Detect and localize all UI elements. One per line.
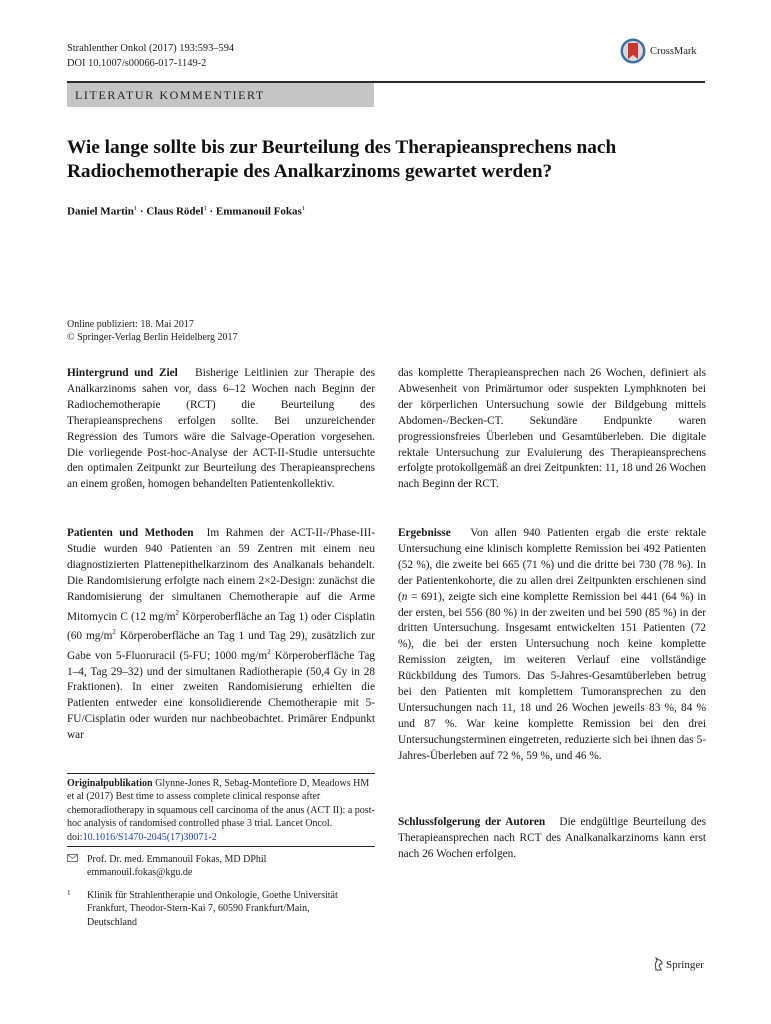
section-background [67,366,375,493]
footnote-rule [67,773,375,774]
publisher-logo [652,957,704,971]
superscript: 2 [267,647,271,656]
footnote-rule [67,846,375,847]
section-text: Körperoberfläche Tag 1–4, Tag 29–32) und der simultanen Radiotherapie (50,4 Gy in 28 Fraktionen). In einer zweiten Randomisierung erhielten die Patienten entweder eine konsolidierende Chemotherapie mit 5-FU/Cisplatin oder wurden nur nachbeobachtet. Primärer Endpunkt war [67,649,375,742]
crossmark-label: CrossMark [650,46,697,57]
affiliation-line: Frankfurt, Theodor-Stern-Kai 7, 60590 Frankfurt/Main, [87,903,310,915]
section-text: Im Rahmen der ACT-II-/Phase-III-Studie wurden 940 Patienten an 59 Zentren mit einem neu diagnostizierten Plattenepithelkarzinom des Analkanals behandelt. Die Randomisierung erfolgte nach einem 2×2-Design: zunächst die Randomisierung der simultanen Chemotherapie auf die Arme Mitomycin C (12 mg/m [67,527,375,623]
contact-name: Prof. Dr. med. Emmanouil Fokas, MD DPhil [87,854,267,865]
section-heading: Ergebnisse [398,527,451,539]
section-text: = 691), zeigte sich eine komplette Remission bei 441 (64 %) in der ersten, bei 556 (80 %) in der zweiten und bei 590 (85 %) in der dritten Untersuchung. Insgesamt entwickelten 151 Patienten (72 %), die bei der ersten Untersuchung noch keine komplette Remission zeigten, im weiteren Verlauf eine vollständige Rückbildung des Tumors. Das 5-Jahres-Gesamtüberleben betrug bei den Patienten mit komplettem Tumoransprechen zu den Untersuchungen nach 11, 18 und 26 Wochen jeweils 83 %, 84 % und 87 %. War keine komplette Remission bei den drei Untersuchungsterminen eingetreten, reduzierte sich bei ihnen das 5-Jahres-Überleben auf 72 %, 59 %, und 46 %. [398,590,706,762]
envelope-icon [67,854,78,862]
springer-horse-icon [652,957,664,971]
section-text: Von allen 940 Patienten ergab die erste rektale Untersuchung eine klinisch komplette Remission bei 492 Patienten (52 %), die zweite bei 665 (71 %) und die dritte bei 730 (78 %). In der Patientenkohorte, die zu allen drei Zeitpunkten erschienen sind ( [398,527,706,603]
author-separator: · [206,205,216,218]
published-date: Online publiziert: 18. Mai 2017 [67,319,194,330]
superscript: 2 [112,628,116,637]
author[interactable]: Daniel Martin [67,205,134,218]
section-text: Bisherige Leitlinien zur Therapie des Analkarzinoms sahen vor, dass 6–12 Wochen nach Beginn der Radiochemotherapie (RCT) die Beurteilung des Therapieansprechens erfolgen sollte. Bei unzureichender Regression des Tumors wäre die Salvage-Operation vorgesehen. Die vorliegende Post-hoc-Analyse der ACT-II-Studie untersuchte den optimalen Zeitpunkt zur Beurteilung des Therapieansprechens an einem großen, homogen behandelten Patientenkollektiv. [67,367,375,491]
original-label: Originalpublikation [67,778,153,789]
section-methods-continued [398,366,706,493]
section-text: Die endgültige Beurteilung des Therapieansprechen nach RCT des Analkanalkarzinoms kann erst nach 26 Wochen erfolgen. [398,816,706,860]
title-line-2: Radiochemotherapie des Analkarzinoms gewartet werden? [67,161,553,182]
copyright: © Springer-Verlag Berlin Heidelberg 2017 [67,332,238,343]
affiliation [67,889,375,929]
crossmark-icon [620,38,646,64]
affiliation-marker: 1 [301,205,306,212]
affiliation-number: 1 [67,889,71,897]
author[interactable]: Emmanouil Fokas [215,205,302,218]
affiliation-line: Deutschland [87,916,137,928]
original-citation: Glynne-Jones R, Sebag-Montefiore D, Meadows HM et al (2017) Best time to assess complete clinical response after chemoradiotherapy in squamous cell carcinoma of the anus (ACT II): a post-hoc analysis of randomised controlled phase 3 trial. Lancet Oncol. doi: [67,778,375,843]
section-text: das komplette Therapieansprechen nach 26 Wochen, definiert als Abwesenheit von Primärtumor oder suspekten Lymphknoten bei der körperlichen Untersuchung sowie der Bildgebung mittels Abdomen-/Becken-CT. Sekundäre Endpunkte waren progressionsfreies Überleben und Gesamtüberleben. Die digitale rektale Untersuchung zur Evaluierung des Therapieansprechens erfolgte protokollgemäß an drei Zeitpunkten: 11, 18 und 26 Wochen nach Beginn der RCT. [398,367,706,491]
doi-link[interactable]: 10.1016/S1470-2045(17)30071-2 [82,831,217,843]
publisher-name: Springer [666,959,704,971]
contact-info [67,853,375,880]
affiliation-line: Klinik für Strahlentherapie und Onkologie, Goethe Universität [87,890,338,901]
article-title [67,136,707,184]
section-methods [67,526,375,744]
publication-info [67,318,238,344]
section-heading: Schlussfolgerung der Autoren [398,816,546,828]
title-line-1: Wie lange sollte bis zur Beurteilung des Therapieansprechens nach [67,137,617,158]
journal-citation: Strahlenther Onkol (2017) 193:593–594 [67,43,235,54]
section-heading: Patienten und Methoden [67,527,194,539]
author-list [67,205,305,218]
author-separator: · [137,205,147,218]
original-publication [67,777,375,844]
affiliation-marker: 1 [203,205,207,212]
journal-doi: DOI 10.1007/s00066-017-1149-2 [67,58,207,69]
affiliation-marker: 1 [133,205,138,212]
journal-meta [67,41,234,71]
section-text: Körperoberfläche an Tag 1 und Tag 29), zusätzlich zur Gabe von 5-Fluoruracil (5-FU; 1000 mg/m [67,629,375,662]
section-text: Körperoberfläche an Tag 1) oder Cisplatin (60 mg/m [67,610,375,642]
section-banner: LITERATUR KOMMENTIERT [67,83,374,107]
author[interactable]: Claus Rödel [146,205,204,218]
section-heading: Hintergrund und Ziel [67,367,178,379]
italic-n: n [401,590,408,603]
section-conclusion [398,815,706,863]
contact-email[interactable]: emmanouil.fokas@kgu.de [87,867,193,879]
superscript: 2 [175,608,180,617]
section-results [398,526,706,765]
crossmark-badge[interactable] [620,38,732,68]
